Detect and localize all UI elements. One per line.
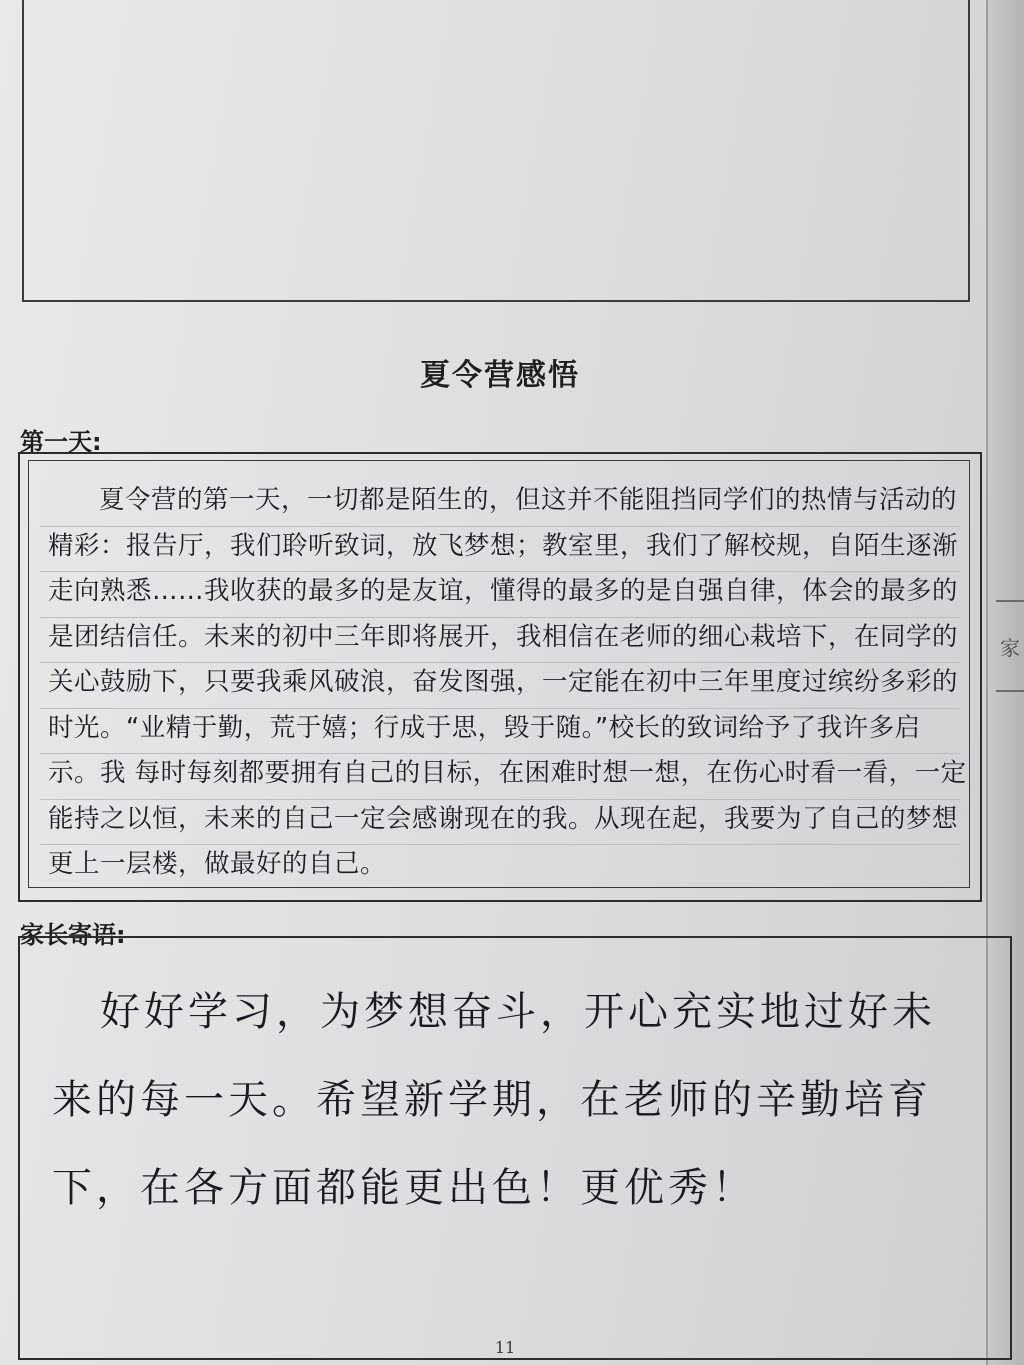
page-number: 11 (494, 1338, 516, 1357)
day-one-label: 第一天: (20, 428, 102, 456)
day-one-reflection-text: 夏令营的第一天，一切都是陌生的，但这并不能阻挡同学们的热情与活动的精彩：报告厅，我们聆听致词，放飞梦想；教室里，我们了解校规，自陌生逐渐走向熟悉……我收获的最多的是友谊，懂得的最多的是自强自律，体会的最多的是团结信任。未来的初中三年即将展开，我相信在老师的细心栽培下，在同学的关心鼓励下，只要我乘风破浪，奋发图强，一定能在初中三年里度过缤纷多彩的时光。“业精于勤，荒于嬉；行成于思，毁于随。”校长的致词给予了我许多启示。我 每时每刻都要拥有自己的目标，在困难时想一想，在伤心时看一看，一定能持之以恒，未来的自己一定会感谢现在的我。从现在起，我要为了自己的梦想更上一层楼，做最好的自己。 (48, 485, 967, 879)
parent-message-label: 家长寄语: (20, 921, 126, 949)
section-title: 夏令营感悟 (420, 358, 580, 393)
parent-message-text: 好好学习，为梦想奋斗，开心充实地过好未来的每一天。希望新学期，在老师的辛勤培育下，在各方面都能更出色！更优秀！ (52, 989, 936, 1211)
next-page-tab-char: 家 (1000, 636, 1020, 660)
next-page-tab (996, 600, 1024, 692)
previous-section-box (22, 0, 970, 302)
